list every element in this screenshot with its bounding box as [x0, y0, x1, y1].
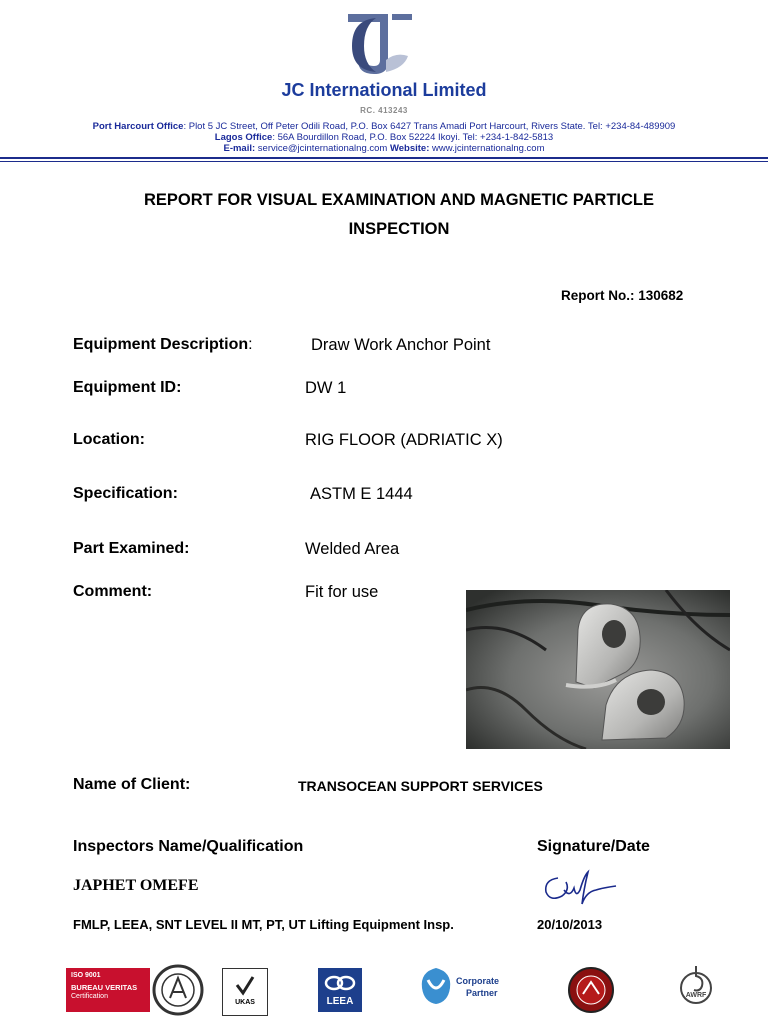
rc-number: RC. 413243	[360, 106, 408, 115]
comment-label: Comment:	[73, 583, 153, 600]
report-title-line1: REPORT FOR VISUAL EXAMINATION AND MAGNETIC PARTICLE	[144, 191, 654, 209]
lagos-address-text: : 56A Bourdillon Road, P.O. Box 52224 Ikoyi. Tel: +234-1-842-5813	[272, 132, 554, 143]
website-label: Website:	[389, 143, 430, 154]
header-divider-thin	[0, 161, 768, 162]
email-link[interactable]: service@jcinternationalng.com	[255, 143, 390, 154]
client-value: TRANSOCEAN SUPPORT SERVICES	[298, 778, 543, 794]
iso-badge: ISO 9001 BUREAU VERITAS Certification	[66, 968, 150, 1012]
port-harcourt-address	[0, 121, 768, 132]
client-label: Name of Client:	[73, 776, 191, 793]
comment-value: Fit for use	[305, 583, 379, 601]
corporate-partner-logo: Corporate Partner	[418, 966, 510, 1010]
chain-icon	[324, 972, 356, 994]
part-examined-value: Welded Area	[305, 540, 400, 558]
contact-line	[0, 143, 768, 154]
awrf-logo: AWRF	[672, 960, 720, 1016]
ph-address: : Plot 5 JC Street, Off Peter Odili Road, P.O. Box 6427 Trans Amadi Port Harcourt, Rivers State. Tel: +234-84-489909	[183, 121, 676, 132]
bureau-veritas-seal-icon	[150, 964, 206, 1016]
equipment-photo	[466, 590, 730, 749]
ph-label: Port Harcourt Office	[92, 121, 184, 132]
report-title-line2: INSPECTION	[348, 220, 450, 238]
website-link[interactable]: www.jcinternationalng.com	[429, 143, 545, 154]
equipment-description-value: Draw Work Anchor Point	[311, 336, 491, 354]
signature	[540, 868, 620, 910]
inspector-name: JAPHET OMEFE	[73, 877, 199, 894]
partner-emblem-icon	[418, 966, 454, 1006]
equipment-id-label: Equipment ID:	[73, 379, 182, 396]
leea-logo: LEEA	[318, 968, 362, 1012]
email-label: E-mail:	[223, 143, 256, 154]
location-label: Location:	[73, 431, 145, 448]
specification-value: ASTM E 1444	[310, 485, 413, 503]
inspector-name-label: Inspectors Name/Qualification	[73, 838, 304, 855]
inspector-qualification: FMLP, LEEA, SNT LEVEL II MT, PT, UT Lifting Equipment Insp.	[73, 917, 454, 932]
company-name: JC International Limited	[281, 80, 487, 100]
ukas-logo: UKAS	[222, 968, 268, 1016]
part-examined-label: Part Examined:	[73, 540, 190, 557]
company-logo	[346, 12, 416, 76]
report-number: Report No.: 130682	[561, 288, 684, 303]
equipment-id-value: DW 1	[305, 379, 347, 397]
association-seal-logo	[565, 966, 617, 1014]
signature-date-label: Signature/Date	[537, 838, 650, 855]
lagos-address	[0, 132, 768, 143]
equipment-description-label: Equipment Description:	[73, 336, 253, 353]
crown-tick-icon	[233, 973, 257, 997]
location-value: RIG FLOOR (ADRIATIC X)	[305, 431, 503, 449]
inspection-date: 20/10/2013	[537, 917, 603, 932]
specification-label: Specification:	[73, 485, 178, 502]
bureau-veritas-logo	[66, 968, 212, 1024]
header-divider	[0, 157, 768, 159]
lagos-label: Lagos Office	[214, 132, 273, 143]
